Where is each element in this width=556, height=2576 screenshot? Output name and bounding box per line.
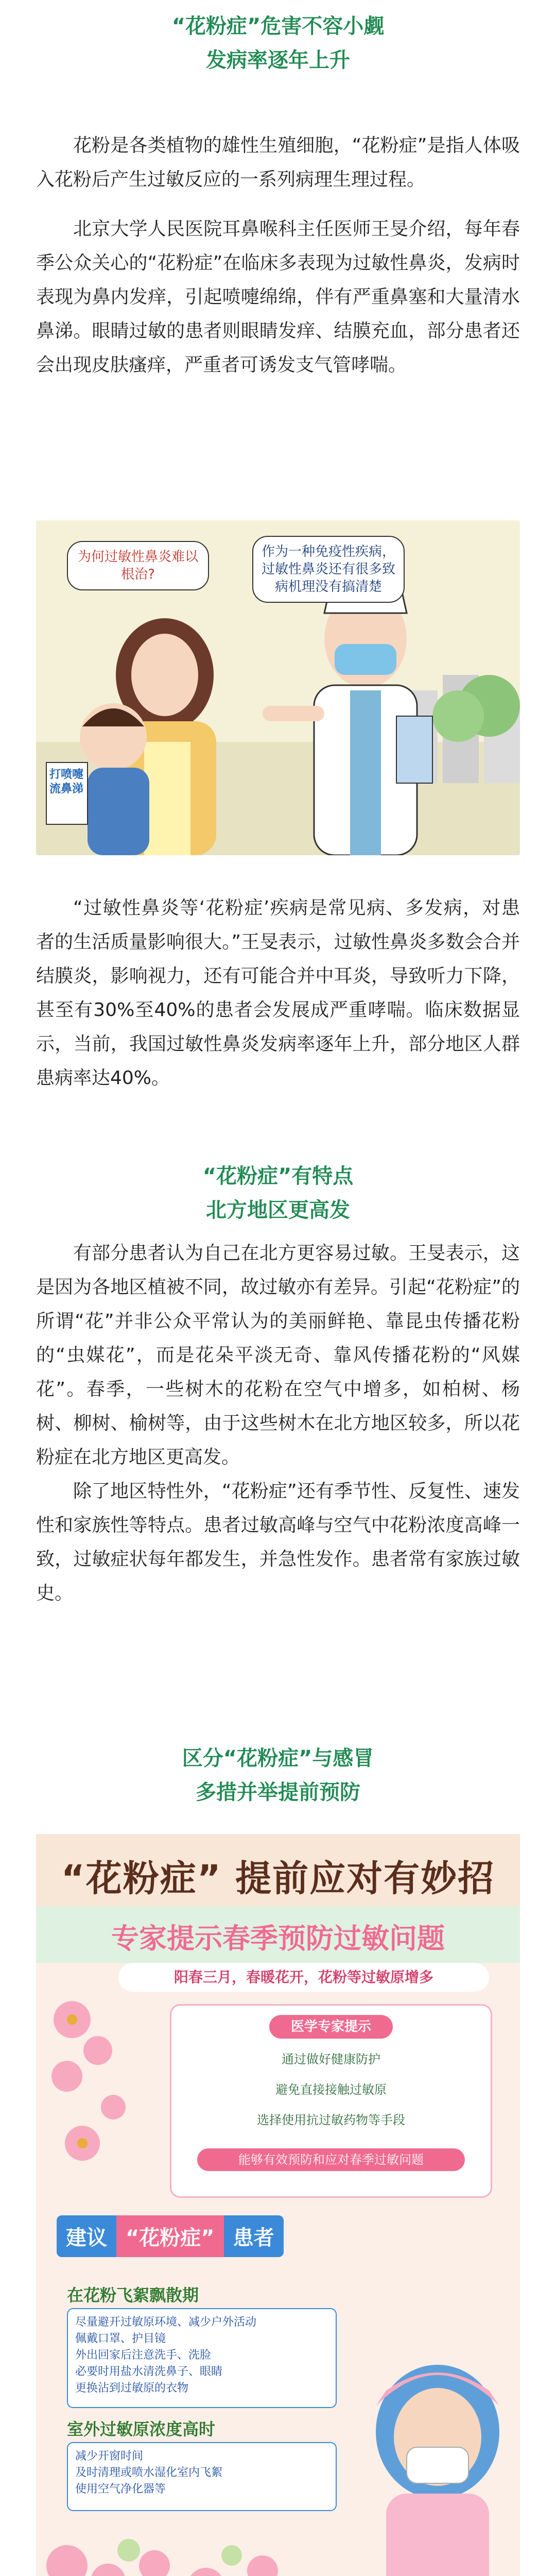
intro-block <box>0 129 556 382</box>
poster-band: 阳春三月，春暖花开，花粉等过敏原增多 <box>118 1963 489 1992</box>
suggest-tag: “花粉症” <box>116 2215 224 2257</box>
section-heading-1 <box>0 9 556 77</box>
prevention-poster <box>36 1834 520 2576</box>
list-item: 减少开窗时间 <box>75 2450 144 2463</box>
speech-bubble-right: 作为一种免疫性疾病，过敏性鼻炎还有很多致病机理没有搞清楚 <box>252 536 405 603</box>
list-item: 使用空气净化器等 <box>75 2483 166 2496</box>
heading-line: “花粉症”危害不容小觑 <box>171 14 385 38</box>
tip-item: 通过做好健康防护 <box>282 2052 380 2066</box>
tip-item: 避免直接接触过敏原 <box>275 2082 387 2097</box>
section-3 <box>0 1236 556 1611</box>
intro-paragraph-2: 北京大学人民医院耳鼻喉科主任医师王旻介绍，每年春季公众关心的“花粉症”在临床多表现为过敏性鼻炎，发病时表现为鼻内发痒，引起喷嚏绵绵，伴有严重鼻塞和大量清水鼻涕。眼睛过敏的患者则眼睛发痒、结膜充血，部分患者还会出现皮肤瘙痒，严重者可诱发支气管哮喘。 <box>36 218 520 376</box>
period2-heading: 室外过敏原浓度高时 <box>67 2419 216 2439</box>
list-item: 及时清理或喷水湿化室内飞絮 <box>75 2466 223 2479</box>
cartoon-illustration <box>36 520 520 855</box>
speech-bubble-left: 为何过敏性鼻炎难以根治? <box>67 541 209 590</box>
tips-heading: 医学专家提示 <box>269 2015 393 2039</box>
heading-line: 发病率逐年上升 <box>206 48 350 72</box>
intro-paragraph-1: 花粉是各类植物的雄性生殖细胞，“花粉症”是指人体吸入花粉后产生过敏反应的一系列病理生理过程。 <box>36 135 520 190</box>
paragraph: 有部分患者认为自己在北方更容易过敏。王旻表示，这是因为各地区植被不同，故过敏亦有差异。引起“花粉症”的所谓“花”并非公众平常认为的美丽鲜艳、靠昆虫传播花粉的“虫媒花”，而是花朵平淡无奇、靠风传播花粉的“风媒花”。春季，一些树木的花粉在空气中增多，如柏树、杨树、柳树、榆树等，由于这些树木在北方地区较多，所以花粉症在北方地区更高发。 <box>36 1243 520 1468</box>
list-item: 外出回家后注意洗手、洗脸 <box>75 2349 212 2362</box>
period1-list <box>67 2308 337 2408</box>
list-item: 佩戴口罩、护目镜 <box>75 2332 166 2345</box>
paragraph: 除了地区特性外，“花粉症”还有季节性、反复性、速发性和家族性等特点。患者过敏高峰与空气中花粉浓度高峰一致，过敏症状每年都发生，并急性发作。患者常有家族过敏史。 <box>36 1481 520 1604</box>
list-item: 更换沾到过敏原的衣物 <box>75 2382 189 2395</box>
list-item: 必要时用盐水清洗鼻子、眼睛 <box>75 2365 223 2378</box>
suggest-label: 建议 <box>57 2215 116 2257</box>
period2-list <box>67 2442 337 2511</box>
poster-title: “花粉症” 提前应对有妙招 <box>61 1857 495 1900</box>
paragraph: “过敏性鼻炎等‘花粉症’疾病是常见病、多发病，对患者的生活质量影响很大。”王旻表示，过敏性鼻炎多数会合并结膜炎，影响视力，还有可能合并中耳炎，导致听力下降，甚至有30%至40%的患者会发展成严重哮喘。临床数据显示，当前，我国过敏性鼻炎发病率逐年上升，部分地区人群患病率达40%。 <box>36 897 520 1089</box>
sign-text: 打喷嚏流鼻涕 <box>49 768 84 795</box>
tips-footer: 能够有效预防和应对春季过敏问题 <box>197 2148 465 2171</box>
suggest-suffix: 患者 <box>224 2215 284 2257</box>
section-2 <box>0 891 556 1095</box>
heading-line: “花粉症”有特点 <box>202 1164 354 1188</box>
section-heading-2 <box>0 1159 556 1227</box>
tip-item: 选择使用抗过敏药物等手段 <box>257 2113 405 2127</box>
tips-box <box>170 2004 492 2198</box>
suggest-banner <box>57 2215 345 2267</box>
section-heading-3 <box>0 1741 556 1809</box>
heading-line: 北方地区更高发 <box>206 1198 350 1222</box>
poster-subtitle: 专家提示春季预防过敏问题 <box>111 1922 445 1955</box>
heading-line: 多措并举提前预防 <box>196 1781 360 1804</box>
period1-heading: 在花粉飞絮飘散期 <box>67 2285 199 2305</box>
heading-line: 区分“花粉症”与感冒 <box>182 1747 374 1770</box>
list-item: 尽量避开过敏原环境、减少户外活动 <box>75 2316 257 2329</box>
